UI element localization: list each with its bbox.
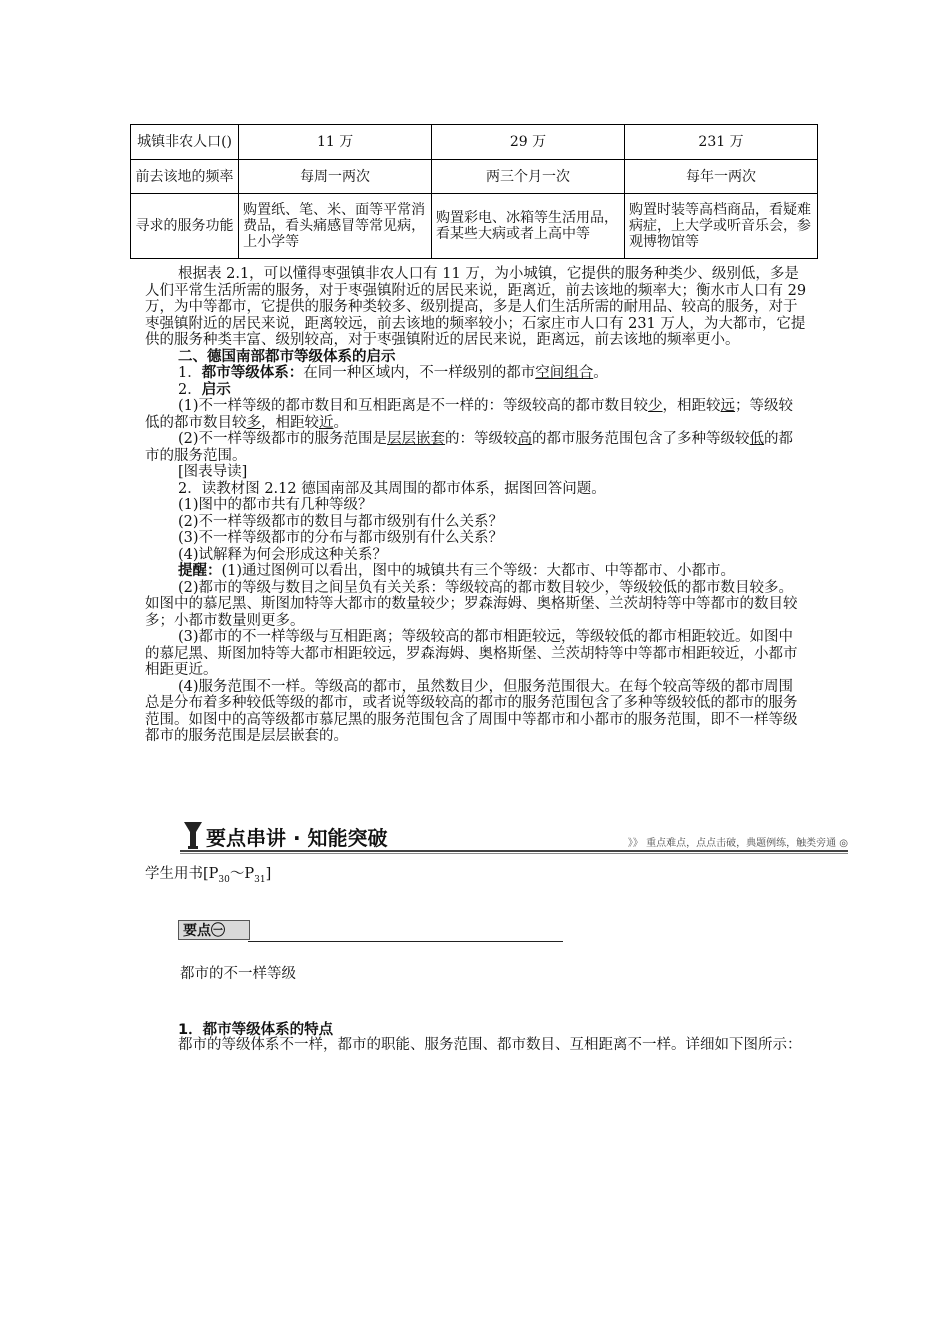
table-cell: 每年一两次 xyxy=(625,160,818,194)
banner-icon xyxy=(182,820,204,850)
keypoint-title: 都市的不一样等级 xyxy=(180,966,296,982)
table-row xyxy=(131,125,818,160)
underlined-text: 低 xyxy=(749,431,765,447)
text: 。 xyxy=(333,414,348,431)
answer: (4)服务范围不一样。等级高的都市，虽然数目少，但服务范围很大。在每个较高等级的都市周围总是分布着多种较低等级的都市，或者说等级较高的都市的服务范围包含了多种等级较低的都市的服务范围。如图中的高等级都市慕尼黑的服务范围包含了周围中等都市和小都市的服务范围，即不一样等级都市的服务范围是层层嵌套的。 xyxy=(145,678,798,744)
text: (1)通过图例可以看出，图中的城镇共有三个等级：大都市、中等都市、小都市。 xyxy=(221,563,736,579)
table-cell: 前去该地的频率 xyxy=(131,160,239,194)
table-cell: 购置彩电、冰箱等生活用品，看某些大病或者上高中等 xyxy=(432,194,625,259)
table-cell: 每周一两次 xyxy=(239,160,432,194)
table-cell: 29 万 xyxy=(432,125,625,160)
term: 提醒： xyxy=(178,563,222,579)
banner-title: 要点串讲 · 知能突破 xyxy=(206,826,388,850)
underlined-text: 空间组合 xyxy=(535,365,594,381)
number: 1． xyxy=(178,365,202,381)
table-cell: 11 万 xyxy=(239,125,432,160)
answer: (3)都市的不一样等级与互相距离；等级较高的都市相距较远，等级较低的都市相距较近。如图中的慕尼黑、斯图加特等大都市相距较远，罗森海姆、奥格斯堡、兰茨胡特等中等都市相距较近，小都市相距更近。 xyxy=(145,629,798,678)
text: ] xyxy=(265,866,272,882)
term: 启示 xyxy=(201,381,231,398)
paragraph xyxy=(145,398,807,431)
text: (2)不一样等级都市的服务范围是 xyxy=(178,431,388,447)
underlined-text: 多 xyxy=(246,414,261,431)
question: (2)不一样等级都市的数目与都市级别有什么关系？ xyxy=(178,513,504,530)
term: 都市等级体系： xyxy=(201,365,304,381)
section-heading: 二、德国南部都市等级体系的启示 xyxy=(178,348,396,365)
table-cell: 购置时装等高档商品，看疑难病症，上大学或听音乐会，参观博物馆等 xyxy=(625,194,818,259)
answer xyxy=(145,563,807,580)
text: ，相距较 xyxy=(662,398,721,414)
text: (1)不一样等级的都市数目和互相距离是不一样的：等级较高的都市数目较 xyxy=(178,398,649,414)
table-cell: 寻求的服务功能 xyxy=(131,194,239,259)
paragraph: 2．读教材图 2.12 德国南部及其周围的都市体系，据图回答问题。 xyxy=(178,480,606,497)
subheading: 1．都市等级体系的特点 xyxy=(178,1022,334,1038)
text: 。 xyxy=(593,365,608,381)
divider xyxy=(180,853,848,854)
number: 2． xyxy=(178,381,202,398)
banner-subtitle: 》》 重点难点，点点击破，典题例练，触类旁通 ◎ xyxy=(627,838,848,849)
question: (4)试解释为何会形成这种关系？ xyxy=(178,546,388,563)
text: 的：等级较 xyxy=(445,431,518,447)
underlined-text: 远 xyxy=(720,398,736,414)
paragraph xyxy=(145,365,807,382)
paragraph: 根据表 2.1，可以懂得枣强镇非农人口有 11 万，为小城镇，它提供的服务种类少、级别低，多是人们平常生活所需的服务，对于枣强镇附近的居民来说，距离近，前去该地的频率大；衡水市人口有 29 万，为中等都市，它提供的服务种类较多、级别提高，多是人们生活所需的耐用品、较高的服务，对于枣强镇附近的居民来说，距离较远，前去该地的频率较小；石家庄市人口有 231 万人，为大都市，它提供的服务种类丰富、级别较高，对于枣强镇附近的居民来说，距离远，前去该地的频率更小。 xyxy=(145,266,807,348)
comparison-table xyxy=(130,124,818,259)
paragraph xyxy=(145,382,807,399)
table-cell: 购置纸、笔、米、面等平常消费品，看头痛感冒等常见病，上小学等 xyxy=(239,194,432,259)
text: 在同一种区域内，不一样级别的都市 xyxy=(303,365,536,381)
text: 30 xyxy=(218,874,230,885)
underlined-text: 层层嵌套 xyxy=(387,431,446,447)
section-banner xyxy=(180,818,848,854)
question: (3)不一样等级都市的分布与都市级别有什么关系？ xyxy=(178,530,504,546)
text: 31 xyxy=(254,874,266,885)
table-row xyxy=(131,194,818,259)
table-cell: 城镇非农人口() xyxy=(131,125,239,160)
keypoint-label: 要点㊀ xyxy=(178,920,250,940)
text: ～P xyxy=(229,866,255,882)
paragraph xyxy=(145,431,807,464)
underlined-text: 近 xyxy=(319,414,334,431)
text: 的都市服务范围包含了多种等级较 xyxy=(532,431,750,447)
table-row xyxy=(131,160,818,194)
paragraph xyxy=(145,1037,807,1054)
question: (1)图中的都市共有几种等级？ xyxy=(178,497,373,513)
table-cell: 231 万 xyxy=(625,125,818,160)
underlined-text: 少 xyxy=(648,398,663,414)
text: 的都市的服务范围。 xyxy=(145,431,794,464)
body-text xyxy=(145,266,807,745)
text: ；等级较低的都市数目较 xyxy=(145,398,794,431)
divider xyxy=(180,850,848,852)
divider xyxy=(248,941,563,942)
underlined-text: 高 xyxy=(517,431,533,447)
paragraph: [图表导读] xyxy=(178,464,248,480)
text: 学生用书[P xyxy=(145,866,219,882)
page-reference xyxy=(145,862,271,885)
text: 都市的等级体系不一样，都市的职能、服务范围、都市数目、互相距离不一样。详细如下图所示： xyxy=(178,1037,802,1053)
text: ，相距较 xyxy=(261,414,319,431)
keypoint-header xyxy=(178,917,563,943)
answer: (2)都市的等级与数目之间呈负有关关系：等级较高的都市数目较少，等级较低的都市数目较多。如图中的慕尼黑、斯图加特等大都市的数量较少；罗森海姆、奥格斯堡、兰茨胡特等中等都市的数目较多；小都市数量则更多。 xyxy=(145,579,798,629)
table-cell: 两三个月一次 xyxy=(432,160,625,194)
